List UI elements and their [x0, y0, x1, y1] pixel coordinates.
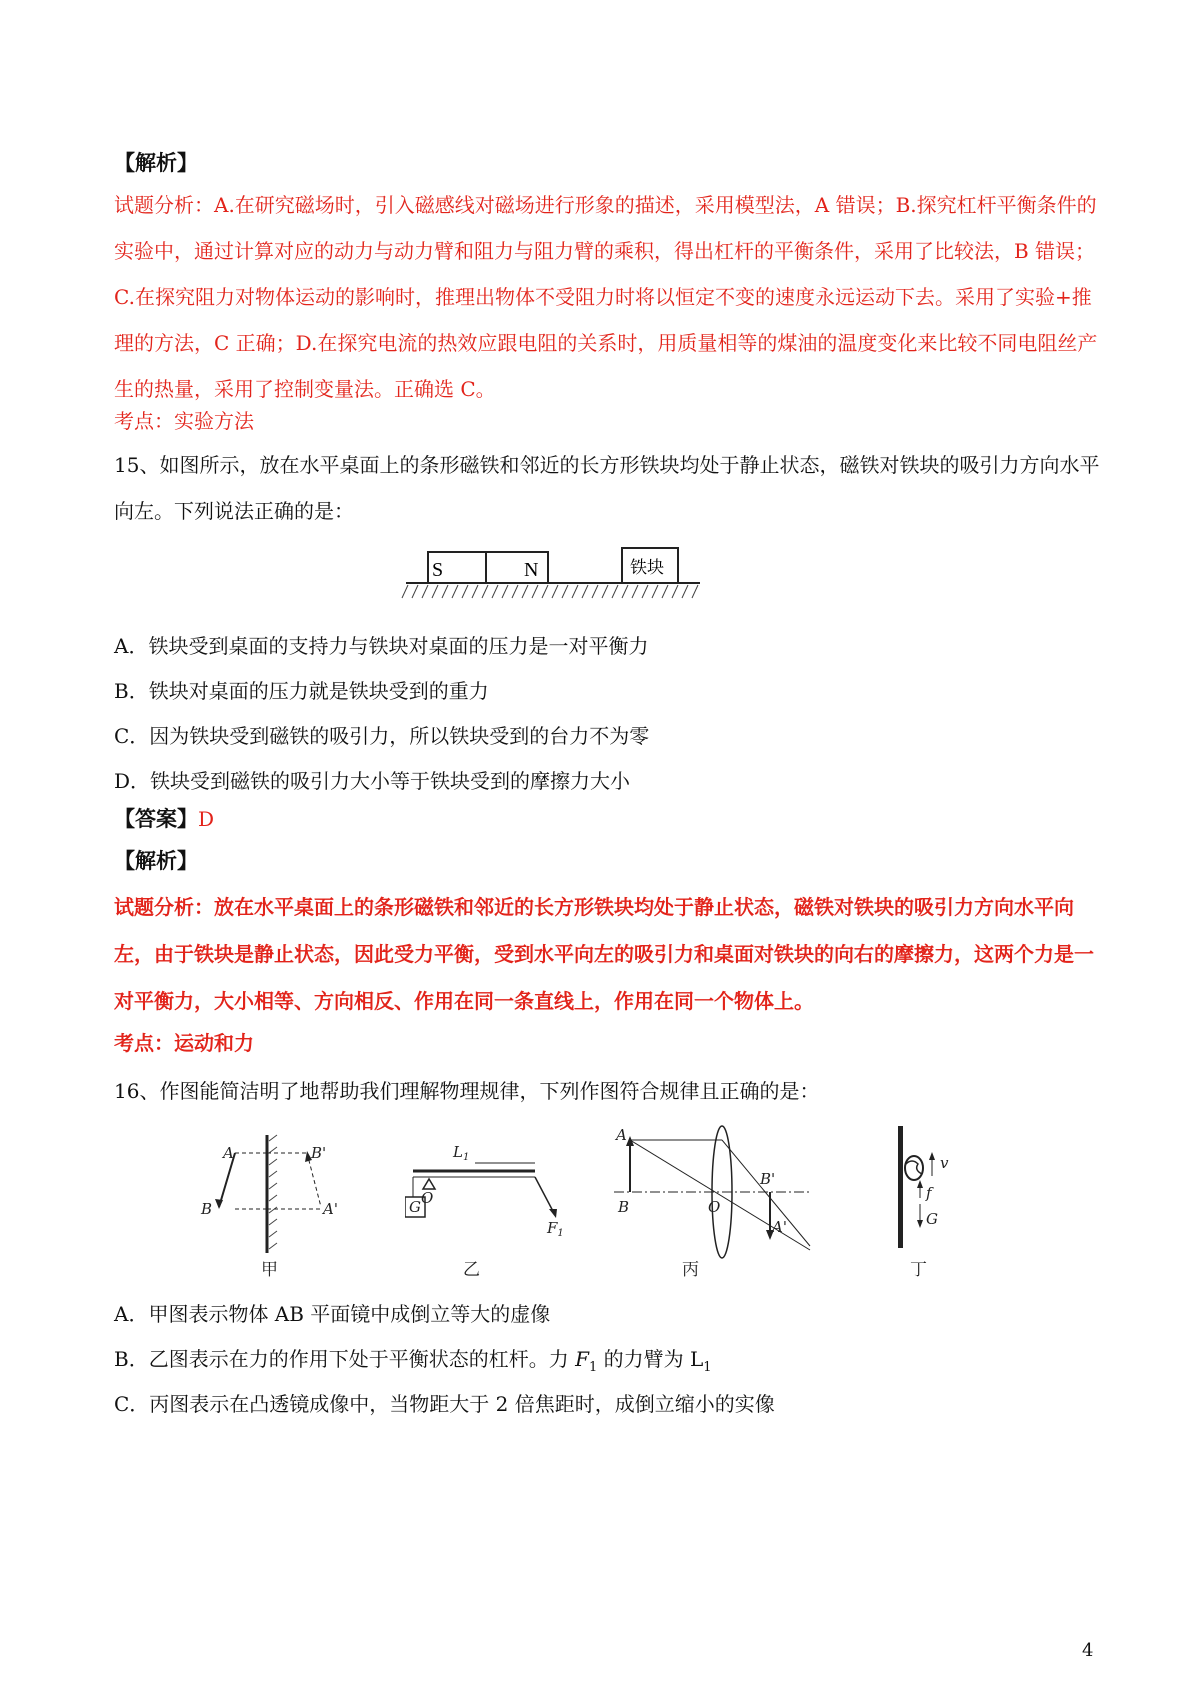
q15-option-c: C．因为铁块受到磁铁的吸引力，所以铁块受到的台力不为零 [114, 724, 650, 748]
q16-option-c: C．丙图表示在凸透镜成像中，当物距大于 2 倍焦距时，成倒立缩小的实像 [114, 1392, 775, 1416]
q14-analysis-header: 【解析】 [114, 150, 198, 175]
q16-figure-bing [610, 1120, 820, 1285]
q15-answer-header: 【答案】 [114, 806, 198, 831]
ding-caption: 丁 [910, 1260, 927, 1280]
q15-magnet-figure [400, 540, 710, 610]
q14-analysis-text: 试题分析：A.在研究磁场时，引入磁感线对磁场进行形象的描述，采用模型法，A 错误；B.探究杠杆平衡条件的实验中，通过计算对应的动力与动力臂和阻力与阻力臂的乘积，得出杠杆的平衡条件，采用了比较法，B 错误；C.在探究阻力对物体运动的影响时，推理出物体不受阻力时将以恒定不变的速度永远运动下去。采用了实验+推理的方法，C 正确；D.在探究电流的热效应跟电阻的关系时，用质量相等的煤油的温度变化来比较不同电阻丝产生的热量，采用了控制变量法。正确选 C。 [114, 193, 1098, 401]
q15-point: 考点：运动和力 [114, 1031, 254, 1055]
q15-option-b: B．铁块对桌面的压力就是铁块受到的重力 [114, 679, 489, 703]
s-label: S [432, 559, 444, 581]
q16-option-b-force: F [575, 1347, 589, 1371]
n-label: N [524, 559, 539, 581]
bing-label-a2: A' [772, 1218, 787, 1236]
q15-option-a: A．铁块受到桌面的支持力与铁块对桌面的压力是一对平衡力 [114, 634, 649, 658]
page-number: 4 [1082, 1640, 1094, 1661]
yi-caption: 乙 [463, 1260, 480, 1280]
bing-caption: 丙 [682, 1260, 699, 1280]
ding-label-v: v [940, 1154, 949, 1172]
yi-label-f1: $F_1$ [547, 1219, 564, 1239]
bing-label-b2: B' [760, 1170, 776, 1188]
magnet-n-pole [486, 552, 548, 583]
q16-option-b-text: B．乙图表示在力的作用下处于平衡状态的杠杆。力 [114, 1347, 576, 1371]
q16-option-b [114, 1343, 712, 1375]
yi-label-o: O [421, 1189, 434, 1207]
q15-analysis-header: 【解析】 [114, 848, 198, 873]
q15-answer-line [114, 796, 1104, 842]
q16-stem: 16、作图能简洁明了地帮助我们理解物理规律，下列作图符合规律且正确的是： [114, 1079, 820, 1103]
bing-label-a: A [616, 1126, 627, 1144]
q15-option-d: D．铁块受到磁铁的吸引力大小等于铁块受到的摩擦力大小 [114, 769, 631, 793]
q15-stem: 15、如图所示，放在水平桌面上的条形磁铁和邻近的长方形铁块均处于静止状态，磁铁对铁块的吸引力方向水平向左。下列说法正确的是： [114, 453, 1100, 523]
q16-figure-jia [195, 1125, 355, 1285]
jia-label-b2: B' [311, 1144, 327, 1162]
q16-option-b-mid: 的力臂为 L [597, 1347, 704, 1371]
bing-label-o: O [708, 1198, 721, 1216]
jia-label-a: A [223, 1144, 234, 1162]
q16-figure-ding [890, 1120, 970, 1285]
jia-caption: 甲 [261, 1260, 278, 1280]
jia-label-a2: A' [323, 1200, 338, 1218]
ding-label-f: f [926, 1184, 932, 1202]
q16-option-b-sub2: 1 [703, 1360, 712, 1375]
iron-label: 铁块 [630, 558, 664, 578]
q15-answer: D [198, 807, 215, 831]
ding-label-g: G [926, 1210, 938, 1228]
q16-option-b-sub: 1 [588, 1360, 598, 1375]
q16-figure-yi [405, 1125, 575, 1285]
yi-label-l1: $L_1$ [453, 1143, 470, 1163]
jia-label-b: B [201, 1200, 213, 1218]
bing-label-b: B [618, 1198, 630, 1216]
q15-analysis-text: 试题分析：放在水平桌面上的条形磁铁和邻近的长方形铁块均处于静止状态，磁铁对铁块的吸引力方向水平向左，由于铁块是静止状态，因此受力平衡，受到水平向左的吸引力和桌面对铁块的向右的摩擦力，这两个力是一对平衡力，大小相等、方向相反、作用在同一条直线上，作用在同一个物体上。 [114, 895, 1094, 1013]
yi-label-g: G [409, 1198, 421, 1216]
q14-point: 考点：实验方法 [114, 409, 254, 433]
q16-option-a: A．甲图表示物体 AB 平面镜中成倒立等大的虚像 [114, 1302, 551, 1326]
